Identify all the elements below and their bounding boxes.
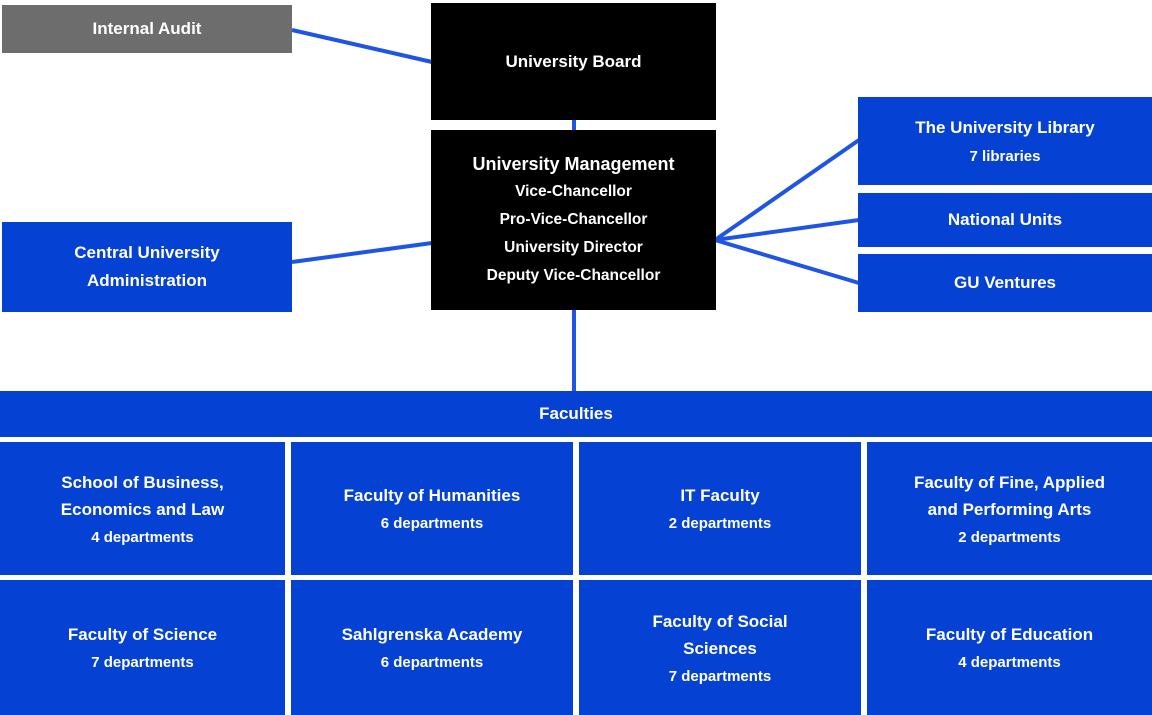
faculty-box-science (0, 580, 285, 715)
faculty-name: Faculty of Humanities (343, 486, 521, 505)
faculty-box-social-sciences (579, 580, 861, 715)
faculty-detail: 2 departments (958, 528, 1061, 546)
faculty-box-sahlgrenska-academy (291, 580, 573, 715)
line-internal-audit-board (292, 30, 432, 62)
management-member-vice-chancellor: Vice-Chancellor (515, 183, 632, 200)
faculty-detail: 7 departments (668, 667, 772, 685)
faculty-detail: 4 departments (958, 654, 1061, 671)
university-board-box (431, 3, 716, 120)
university-board-label: University Board (505, 51, 642, 71)
faculty-name: IT Faculty (680, 486, 760, 505)
management-member-pro-vice-chancellor: Pro-Vice-Chancellor (499, 211, 648, 228)
faculty-detail: 6 departments (380, 654, 484, 671)
faculty-detail: 7 departments (91, 654, 194, 671)
management-member-deputy-vice-chancellor: Deputy Vice-Chancellor (486, 267, 661, 284)
faculty-name: Faculty of Science (67, 625, 218, 644)
faculty-name: Faculty of Fine, Applied and Performing Arts (913, 472, 1106, 519)
faculty-box-education (867, 580, 1152, 715)
faculty-box-it (579, 442, 861, 575)
faculty-detail: 6 departments (380, 515, 484, 532)
faculty-detail: 4 departments (91, 528, 194, 546)
faculty-name: Faculty of Social Sciences (652, 611, 788, 658)
faculties-bar-label: Faculties (539, 404, 613, 423)
university-management-title: University Management (472, 154, 675, 174)
faculty-name: School of Business, Economics and Law (60, 472, 225, 519)
university-library-detail: 7 libraries (969, 148, 1041, 165)
national-units-label: National Units (947, 210, 1063, 229)
internal-audit-label: Internal Audit (92, 19, 202, 38)
faculty-box-humanities (291, 442, 573, 575)
faculty-box-fine-applied-performing-arts (867, 442, 1152, 575)
faculty-box-business-economics-law (0, 442, 285, 575)
gu-ventures-box (858, 254, 1152, 312)
faculties-bar (0, 391, 1152, 437)
line-administration-management (292, 243, 432, 262)
university-library-label: The University Library (915, 118, 1095, 137)
university-management-box (431, 130, 716, 310)
central-administration-label: Central University Administration (74, 243, 220, 290)
university-library-box (858, 97, 1152, 185)
national-units-box (858, 193, 1152, 247)
faculty-detail: 2 departments (668, 515, 772, 532)
faculty-name: Faculty of Education (925, 625, 1094, 644)
line-management-gu-ventures (715, 240, 859, 283)
internal-audit-box (2, 5, 292, 53)
management-member-university-director: University Director (504, 239, 643, 256)
gu-ventures-label: GU Ventures (953, 273, 1057, 292)
faculty-name: Sahlgrenska Academy (341, 625, 523, 644)
central-administration-box (2, 222, 292, 312)
